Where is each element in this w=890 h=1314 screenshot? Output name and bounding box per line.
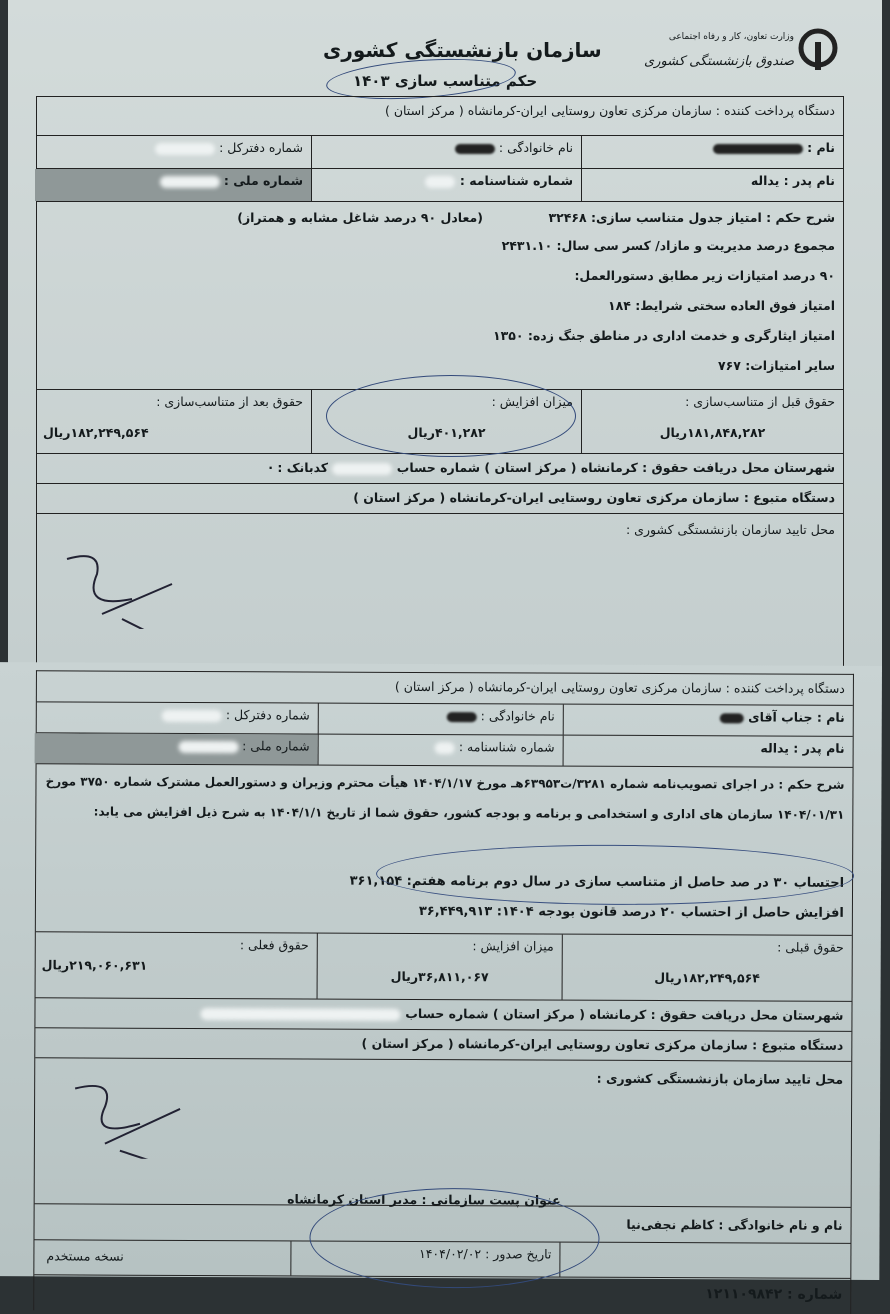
org-title: سازمان بازنشستگی کشوری: [323, 38, 602, 62]
employer-org: دستگاه متبوع : سازمان مرکزی تعاون روستایی ایران-کرمانشاه ( مرکز استان ): [37, 483, 843, 513]
logo-emblem-icon: [798, 28, 838, 72]
ruling-description: شرح حکم : در اجرای تصویب‌نامه شماره ۳۲۸۱/ت۶۳۹۵۳هـ مورخ ۱۴۰۴/۱/۱۷ هیأت محترم وزیران و دستورالعمل مشترک شماره ۳۷۵۰ مورخ ۱۴۰۴/۰۱/۳۱ سازمان های اداری و استخدامی و برنامه و بودجه کشور، حقوق شما از تاریخ ۱۴۰۴/۱/۱ به شرح ذیل افزایش می یابد: احتساب ۳۰ در صد حاصل از متناسب سازی در سال دوم برنامه هفتم: ۳۶۱,۱۵۴ افزایش حاصل از احتساب ۲۰ درصد قانون بودجه ۱۴۰۴: ۳۶,۴۴۹,۹۱۳: [36, 763, 853, 935]
approval-area: محل تایید سازمان بازنشستگی کشوری :: [37, 513, 843, 671]
father-row: نام پدر : یداله شماره شناسنامه : شماره ملی :: [37, 168, 843, 201]
employer-org: دستگاه متبوع : سازمان مرکزی تعاون روستایی ایران-کرمانشاه ( مرکز استان ): [35, 1027, 851, 1061]
name-row: نام : جناب آقای نام خانوادگی : شماره دفترکل :: [37, 701, 853, 736]
payment-city: شهرستان محل دریافت حقوق : کرمانشاه ( مرکز استان ) شماره حساب کدبانک : ·: [37, 453, 843, 483]
redacted-name: [713, 144, 803, 154]
salary-current: ۲۱۹,۰۶۰,۶۳۱ریال: [41, 957, 148, 973]
pen-circle: [376, 844, 854, 906]
salary-after: ۱۸۲,۲۴۹,۵۶۴ریال: [43, 425, 149, 440]
employee-copy: نسخه مستخدم: [46, 1248, 124, 1264]
approval-area: محل تایید سازمان بازنشستگی کشوری :: [35, 1057, 852, 1207]
ruling-description: شرح حکم : امتیاز جدول متناسب سازی: ۳۲۴۶۸ (معادل ۹۰ درصد شاغل مشابه و همتراز) مجموع درصد مدیریت و مازاد/ کسر سی سال: ۲۴۳۱.۱۰ ۹۰ درصد امتیازات زیر مطابق دستورالعمل: امتیاز فوق العاده سختی شرایط: ۱۸۴ امتیاز ایثارگری و خدمت اداری در مناطق جنگ زده: ۱۳۵۰ سایر امتیازات: ۷۶۷: [37, 201, 843, 389]
pen-circle: [309, 1188, 599, 1289]
increase-amount: ۳۶,۸۱۱,۰۶۷ریال: [390, 968, 489, 985]
payment-city: شهرستان محل دریافت حقوق : کرمانشاه ( مرکز استان ) شماره حساب: [35, 997, 851, 1031]
issue-date: تاریخ صدور : ۱۴۰۴/۰۲/۰۲: [290, 1241, 560, 1276]
ruling-page-1403: [8, 0, 882, 672]
signer-position: عنوان پست سازمانی : مدیر استان کرمانشاه: [287, 1191, 561, 1208]
signature-icon: [65, 1078, 185, 1159]
increase-amount: ۴۰۱,۲۸۲ریال: [407, 425, 486, 440]
ruling-page-1404: [0, 662, 882, 1303]
name-row: نام : نام خانوادگی : شماره دفترکل :: [37, 135, 843, 168]
salary-row: حقوق قبلی : ۱۸۲,۲۴۹,۵۶۴ریال میزان افزایش : ۳۶,۸۱۱,۰۶۷ریال حقوق فعلی : ۲۱۹,۰۶۰,۶۳۱ریال: [36, 931, 852, 1001]
salary-before: ۱۸۱,۸۴۸,۲۸۲ریال: [659, 425, 766, 440]
payer-org: دستگاه پرداخت کننده : سازمان مرکزی تعاون روستایی ایران-کرمانشاه ( مرکز استان ): [394, 678, 845, 696]
salary-row: حقوق قبل از متناسب‌سازی : ۱۸۱,۸۴۸,۲۸۲ریال میزان افزایش : ۴۰۱,۲۸۲ریال حقوق بعد از متناسب‌سازی : ۱۸۲,۲۴۹,۵۶۴ریال: [37, 389, 843, 453]
pen-circle: [326, 375, 576, 457]
ruling-subtitle: حکم متناسب سازی ۱۴۰۳: [353, 72, 538, 90]
ruling-number: شماره : ۱۲۱۱۰۹۸۴۲: [705, 1286, 843, 1303]
father-row: نام پدر : یداله شماره شناسنامه : شماره ملی :: [37, 732, 853, 767]
salary-previous: ۱۸۲,۲۴۹,۵۶۴ریال: [654, 970, 760, 986]
logo: وزارت تعاون، کار و رفاه اجتماعی صندوق بازنشستگی کشوری: [688, 28, 838, 88]
payer-org: دستگاه پرداخت کننده : سازمان مرکزی تعاون روستایی ایران-کرمانشاه ( مرکز استان ): [384, 103, 835, 118]
ruling-table: [33, 670, 854, 1314]
signature-icon: [62, 549, 182, 629]
signer-row: نام و نام خانوادگی : کاظم نجفی‌نیا عنوان پست سازمانی : مدیر استان کرمانشاه: [34, 1203, 850, 1243]
